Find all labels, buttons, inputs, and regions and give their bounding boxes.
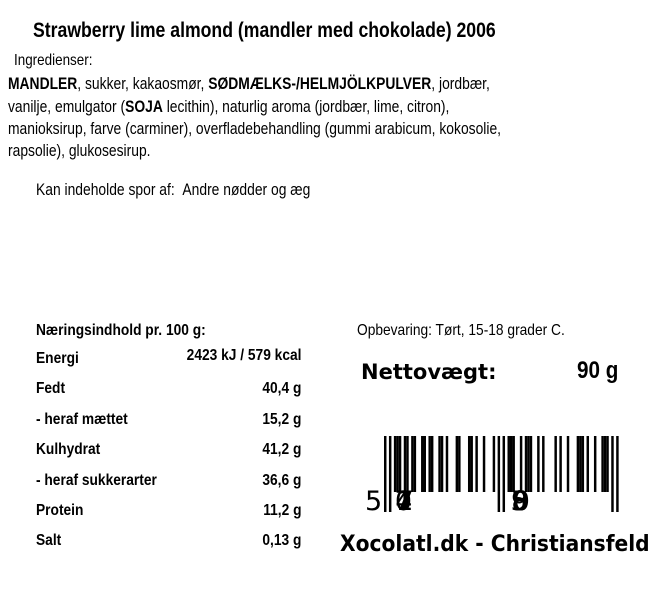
nutrition-value: 15,2 g — [261, 411, 301, 428]
ingredient-text: , jordbær, — [431, 75, 490, 93]
nutrition-label: - heraf sukkerarter — [36, 472, 157, 489]
barcode-bar — [606, 436, 608, 492]
barcode-bar — [421, 436, 423, 492]
allergen-ingredient: SØDMÆLKS-/HELMJÖLKPULVER — [208, 75, 432, 93]
nutrition-header: Næringsindhold pr. 100 g: — [36, 322, 206, 339]
barcode-bar — [475, 436, 477, 492]
barcode-bar — [498, 436, 500, 512]
barcode-bar — [577, 436, 579, 492]
barcode-bar — [414, 436, 416, 492]
barcode-bar — [537, 436, 539, 492]
nutrition-value: 41,2 g — [261, 441, 301, 458]
barcode-bar — [438, 436, 440, 492]
barcode-bar — [579, 436, 581, 492]
barcode-first-digit: 5 — [365, 486, 383, 517]
barcode-bar — [527, 436, 529, 492]
ingredient-text: lecithin), naturlig aroma (jordbær, lime, citron), — [162, 98, 450, 116]
nutrition-value: 2423 kJ / 579 kcal — [186, 347, 301, 364]
barcode-bar — [406, 436, 408, 492]
ingredient-text: , sukker, kakaosmør, — [77, 75, 209, 93]
barcode-bar — [616, 436, 618, 512]
barcode-bar — [424, 436, 426, 492]
barcode-bar — [446, 436, 448, 492]
allergen-ingredient: SOJA — [125, 98, 163, 116]
barcode-bar — [554, 436, 556, 492]
barcode-bar — [399, 436, 401, 492]
barcode-bar — [520, 436, 522, 492]
barcode-bar — [567, 436, 569, 492]
ingredient-text: vanilje, emulgator ( — [8, 98, 126, 116]
storage-info: Opbevaring: Tørt, 15-18 grader C. — [357, 322, 565, 339]
barcode-bar — [493, 436, 495, 492]
barcode-bar — [508, 436, 510, 492]
barcode-bar — [441, 436, 443, 492]
nutrition-label: Fedt — [36, 380, 66, 397]
barcode-bar — [483, 436, 485, 492]
nutrition-value: 11,2 g — [262, 502, 301, 519]
barcode-left-digits: 711407 — [394, 486, 414, 517]
barcode-bar — [468, 436, 470, 492]
barcode-bar — [582, 436, 584, 492]
barcode-bar — [604, 436, 606, 492]
barcode-bar — [512, 436, 514, 492]
product-title: Strawberry lime almond (mandler med chokolade) 2006 — [33, 19, 496, 42]
nutrition-value: 40,4 g — [261, 380, 301, 397]
barcode-bar — [525, 436, 527, 492]
nutrition-value: 36,6 g — [261, 472, 301, 489]
nutrition-label: Energi — [36, 350, 79, 367]
barcode-bar — [384, 436, 386, 512]
barcode-bar — [428, 436, 430, 492]
barcode-bar — [587, 436, 589, 492]
allergen-label: Kan indeholde spor af: — [36, 181, 175, 199]
barcode-bar — [530, 436, 532, 492]
ingredients-label: Ingredienser: — [14, 52, 93, 69]
barcode-bar — [470, 436, 472, 492]
net-weight-value: 90 g — [577, 357, 619, 384]
barcode-bar — [559, 436, 561, 492]
barcode-bar — [404, 436, 406, 492]
barcode-bar — [389, 436, 391, 512]
barcode-bar — [594, 436, 596, 492]
nutrition-label: Kulhydrat — [36, 441, 101, 458]
ingredient-text: manioksirup, farve (carminer), overfladebehandling (gummi arabicum, kokosolie, — [8, 120, 502, 138]
barcode-bar — [611, 436, 613, 512]
barcode-bar — [458, 436, 460, 492]
brand-footer: Xocolatl.dk - Christiansfeld — [340, 532, 650, 557]
barcode-bar — [601, 436, 603, 492]
ingredient-text: rapsolie), glukosesirup. — [8, 142, 151, 160]
barcode-bar — [396, 436, 398, 492]
allergen-value: Andre nødder og æg — [182, 181, 311, 199]
barcode-bar — [431, 436, 433, 492]
nutrition-label: Salt — [36, 532, 62, 549]
barcode-bar — [394, 436, 396, 492]
barcode-bar — [456, 436, 458, 492]
barcode-bar — [542, 436, 544, 492]
barcode-bar — [503, 436, 505, 512]
barcode-bar — [510, 436, 512, 492]
barcode-bar — [411, 436, 413, 492]
nutrition-label: Protein — [36, 502, 84, 519]
nutrition-value: 0,13 g — [261, 532, 301, 549]
nutrition-label: - heraf mættet — [36, 411, 128, 428]
allergen-ingredient: MANDLER — [8, 75, 78, 93]
net-weight-label: Nettovægt: — [361, 360, 497, 384]
barcode-right-digits: 003895 — [510, 486, 530, 517]
